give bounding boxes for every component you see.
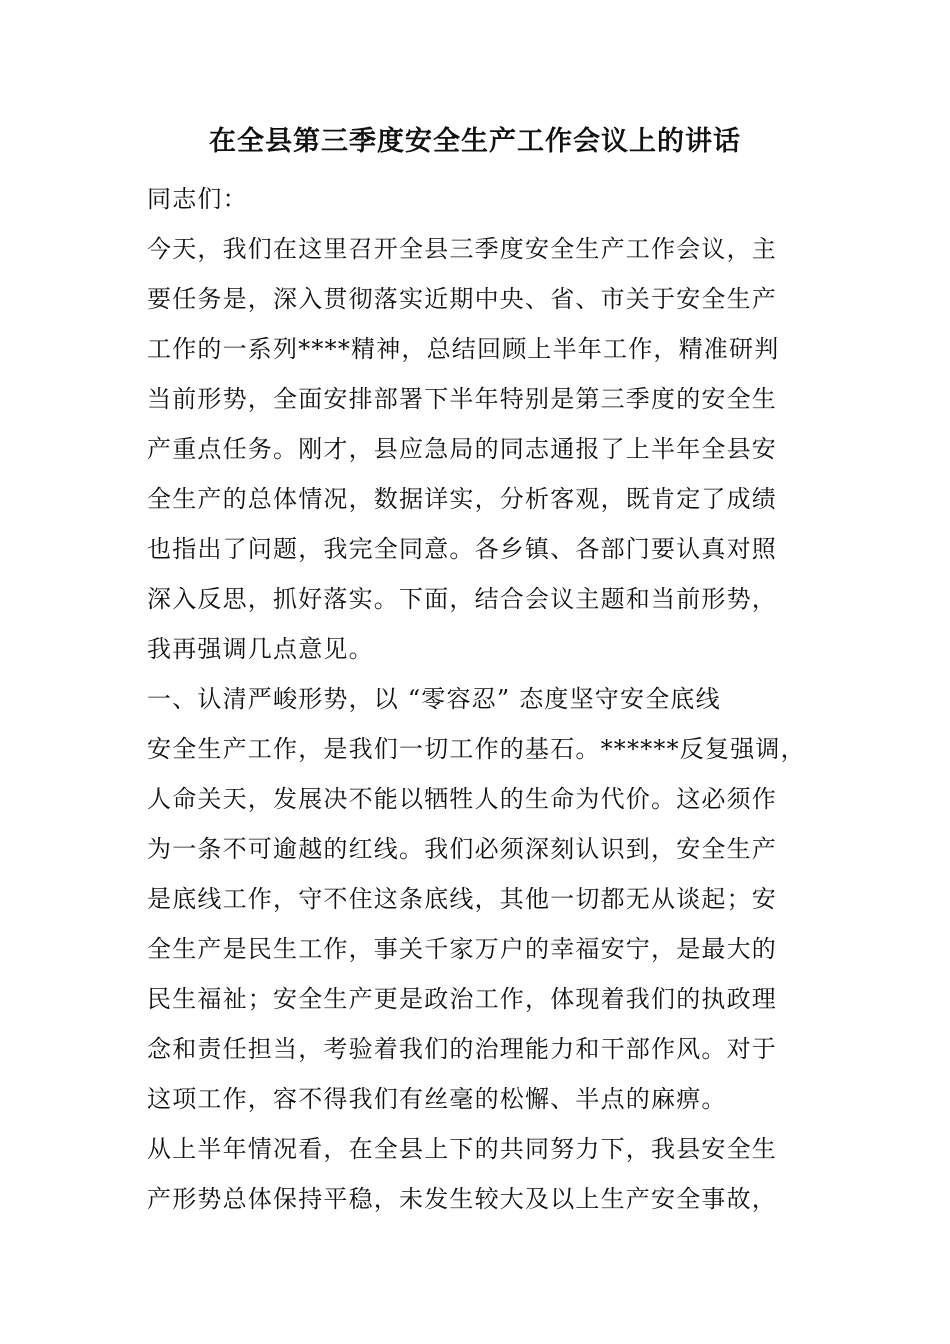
text-line: 当前形势，全面安排部署下半年特别是第三季度的安全生 xyxy=(147,385,777,413)
text-line: 是底线工作，守不住这条底线，其他一切都无从谈起；安 xyxy=(147,885,777,913)
text-line: 为一条不可逾越的红线。我们必须深刻认识到，安全生产 xyxy=(147,835,777,863)
text-line: 我再强调几点意见。 xyxy=(147,635,374,663)
text-line: 民生福祉；安全生产更是政治工作，体现着我们的执政理 xyxy=(147,985,777,1013)
document-title: 在全县第三季度安全生产工作会议上的讲话 xyxy=(209,126,741,157)
text-line: 也指出了问题，我完全同意。各乡镇、各部门要认真对照 xyxy=(147,535,777,563)
section-heading: 一、认清严峻形势，以 “零容忍” 态度坚守安全底线 xyxy=(147,685,721,713)
text-line: 念和责任担当，考验着我们的治理能力和干部作风。对于 xyxy=(147,1035,777,1063)
text-line: 全生产的总体情况，数据详实，分析客观，既肯定了成绩 xyxy=(147,485,777,513)
text-line: 从上半年情况看，在全县上下的共同努力下，我县安全生 xyxy=(147,1135,777,1163)
text-line: 这项工作，容不得我们有丝毫的松懈、半点的麻痹。 xyxy=(147,1085,727,1113)
text-line: 要任务是，深入贯彻落实近期中央、省、市关于安全生产 xyxy=(147,285,777,313)
text-line: 产重点任务。刚才，县应急局的同志通报了上半年全县安 xyxy=(147,435,777,463)
text-line: 人命关天，发展决不能以牺牲人的生命为代价。这必须作 xyxy=(147,785,777,813)
salutation-line: 同志们： xyxy=(147,185,248,213)
text-line: 产形势总体保持平稳，未发生较大及以上生产安全事故， xyxy=(147,1185,777,1213)
text-line: 今天，我们在这里召开全县三季度安全生产工作会议，主 xyxy=(147,235,777,263)
text-line: 深入反思，抓好落实。下面，结合会议主题和当前形势， xyxy=(147,585,777,613)
text-line: 全生产是民生工作，事关千家万户的幸福安宁，是最大的 xyxy=(147,935,777,963)
text-line: 工作的一系列****精神，总结回顾上半年工作，精准研判 xyxy=(147,335,780,363)
document-body xyxy=(147,174,817,1224)
text-line: 安全生产工作，是我们一切工作的基石。******反复强调， xyxy=(147,735,806,763)
